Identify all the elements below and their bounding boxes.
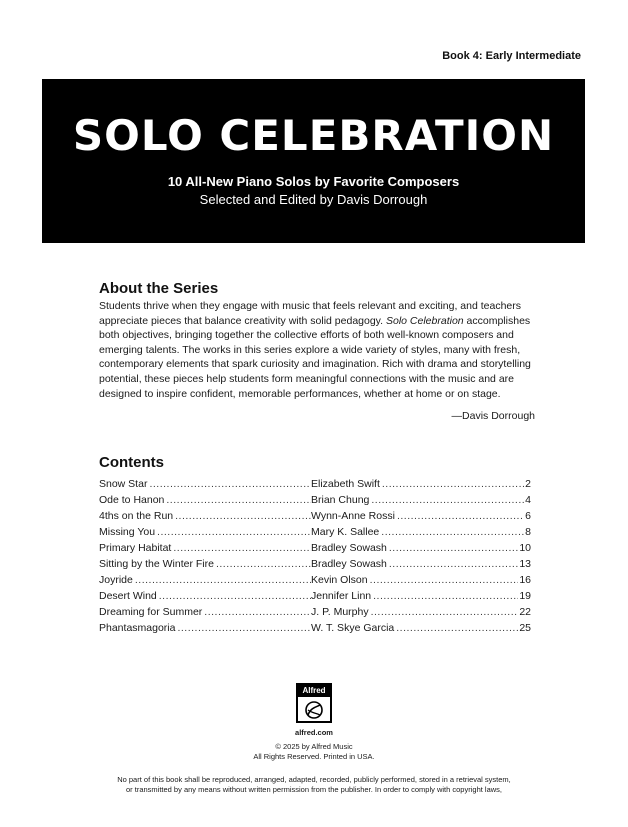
- legal-notice: [0, 775, 628, 794]
- toc-title: 4ths on the Run: [99, 510, 174, 522]
- toc-page: 25: [519, 622, 531, 634]
- toc-row: [99, 508, 531, 524]
- toc-leader: [133, 572, 311, 588]
- legal-line: No part of this book shall be reproduced, arranged, adapted, recorded, publicly performed, stored in a retrieval system,: [117, 775, 511, 784]
- contents-list: [99, 476, 531, 636]
- toc-leader: [202, 604, 311, 620]
- toc-leader: [394, 620, 518, 636]
- toc-row: [99, 524, 531, 540]
- toc-page: 16: [519, 574, 531, 586]
- toc-leader: [371, 588, 518, 604]
- toc-leader: [369, 492, 524, 508]
- toc-leader: [369, 604, 519, 620]
- toc-composer: Bradley Sowash: [311, 542, 387, 554]
- book-title: SOLO CELEBRATION: [72, 111, 555, 160]
- toc-title: Sitting by the Winter Fire: [99, 558, 214, 570]
- toc-row: [99, 540, 531, 556]
- about-text-part2: accomplishes both objectives, bringing together the collective efforts of both well-known composers and emerging talents. The works in this series explore a wide variety of styles, many with fresh, contemporary elements that spark curiosity and imagination. Rich with drama and storytelling potential, these pieces help students form meaningful connections with the music and are designed to inspire confident, memorable performances, whether at home or on stage.: [99, 314, 531, 400]
- toc-row: [99, 588, 531, 604]
- alfred-logo: [296, 683, 332, 723]
- about-text-part1: Students thrive when they engage with music that feels relevant and exciting, and teachers appreciate pieces that balance creativity with solid pedagogy.: [99, 300, 521, 327]
- toc-page: 6: [525, 510, 531, 522]
- toc-leader: [387, 540, 518, 556]
- toc-page: 13: [519, 558, 531, 570]
- toc-composer: Mary K. Sallee: [311, 526, 380, 538]
- toc-leader: [395, 508, 524, 524]
- signature: —Davis Dorrough: [451, 410, 535, 422]
- toc-page: 22: [519, 606, 531, 618]
- toc-page: 8: [525, 526, 531, 538]
- editor-credit: Selected and Edited by Davis Dorrough: [199, 192, 428, 207]
- toc-title: Phantasmagoria: [99, 622, 176, 634]
- toc-leader: [368, 572, 519, 588]
- toc-title: Primary Habitat: [99, 542, 172, 554]
- toc-title: Joyride: [99, 574, 133, 586]
- book-level-label: Book 4: Early Intermediate: [442, 50, 581, 62]
- toc-title: Snow Star: [99, 478, 148, 490]
- toc-leader: [155, 524, 311, 540]
- contents-heading: Contents: [99, 454, 164, 471]
- toc-leader: [379, 524, 524, 540]
- alfred-logo-icon: [304, 701, 324, 719]
- about-paragraph: [99, 299, 536, 401]
- toc-leader: [171, 540, 311, 556]
- toc-leader: [147, 476, 311, 492]
- toc-leader: [380, 476, 524, 492]
- rights-line: All Rights Reserved. Printed in USA.: [253, 752, 375, 761]
- copyright-block: [0, 742, 628, 762]
- about-series-title: Solo Celebration: [385, 314, 464, 327]
- toc-title: Ode to Hanon: [99, 494, 165, 506]
- toc-composer: Bradley Sowash: [311, 558, 387, 570]
- toc-title: Dreaming for Summer: [99, 606, 203, 618]
- website-url: alfred.com: [295, 728, 333, 737]
- toc-row: [99, 572, 531, 588]
- toc-composer: J. P. Murphy: [311, 606, 369, 618]
- about-heading: About the Series: [99, 280, 219, 297]
- toc-composer: Kevin Olson: [311, 574, 368, 586]
- toc-page: 19: [519, 590, 531, 602]
- copyright-line: © 2025 by Alfred Music: [275, 742, 353, 751]
- toc-leader: [173, 508, 311, 524]
- toc-leader: [164, 492, 311, 508]
- toc-leader: [175, 620, 311, 636]
- toc-leader: [214, 556, 311, 572]
- toc-page: 10: [519, 542, 531, 554]
- toc-page: 2: [525, 478, 531, 490]
- toc-row: [99, 492, 531, 508]
- toc-page: 4: [525, 494, 531, 506]
- legal-line: or transmitted by any means without written permission from the publisher. In order to comply with copyright laws,: [126, 784, 502, 794]
- toc-row: [99, 604, 531, 620]
- toc-title: Missing You: [99, 526, 156, 538]
- toc-row: [99, 476, 531, 492]
- logo-wordmark: Alfred: [298, 685, 330, 697]
- toc-composer: Elizabeth Swift: [311, 478, 380, 490]
- toc-composer: Jennifer Linn: [311, 590, 372, 602]
- book-subtitle: 10 All-New Piano Solos by Favorite Composers: [167, 174, 460, 189]
- title-banner: [42, 79, 585, 243]
- toc-leader: [157, 588, 311, 604]
- toc-composer: Brian Chung: [311, 494, 370, 506]
- toc-row: [99, 620, 531, 636]
- toc-row: [99, 556, 531, 572]
- toc-composer: Wynn-Anne Rossi: [311, 510, 395, 522]
- toc-leader: [387, 556, 518, 572]
- toc-composer: W. T. Skye Garcia: [311, 622, 395, 634]
- toc-title: Desert Wind: [99, 590, 157, 602]
